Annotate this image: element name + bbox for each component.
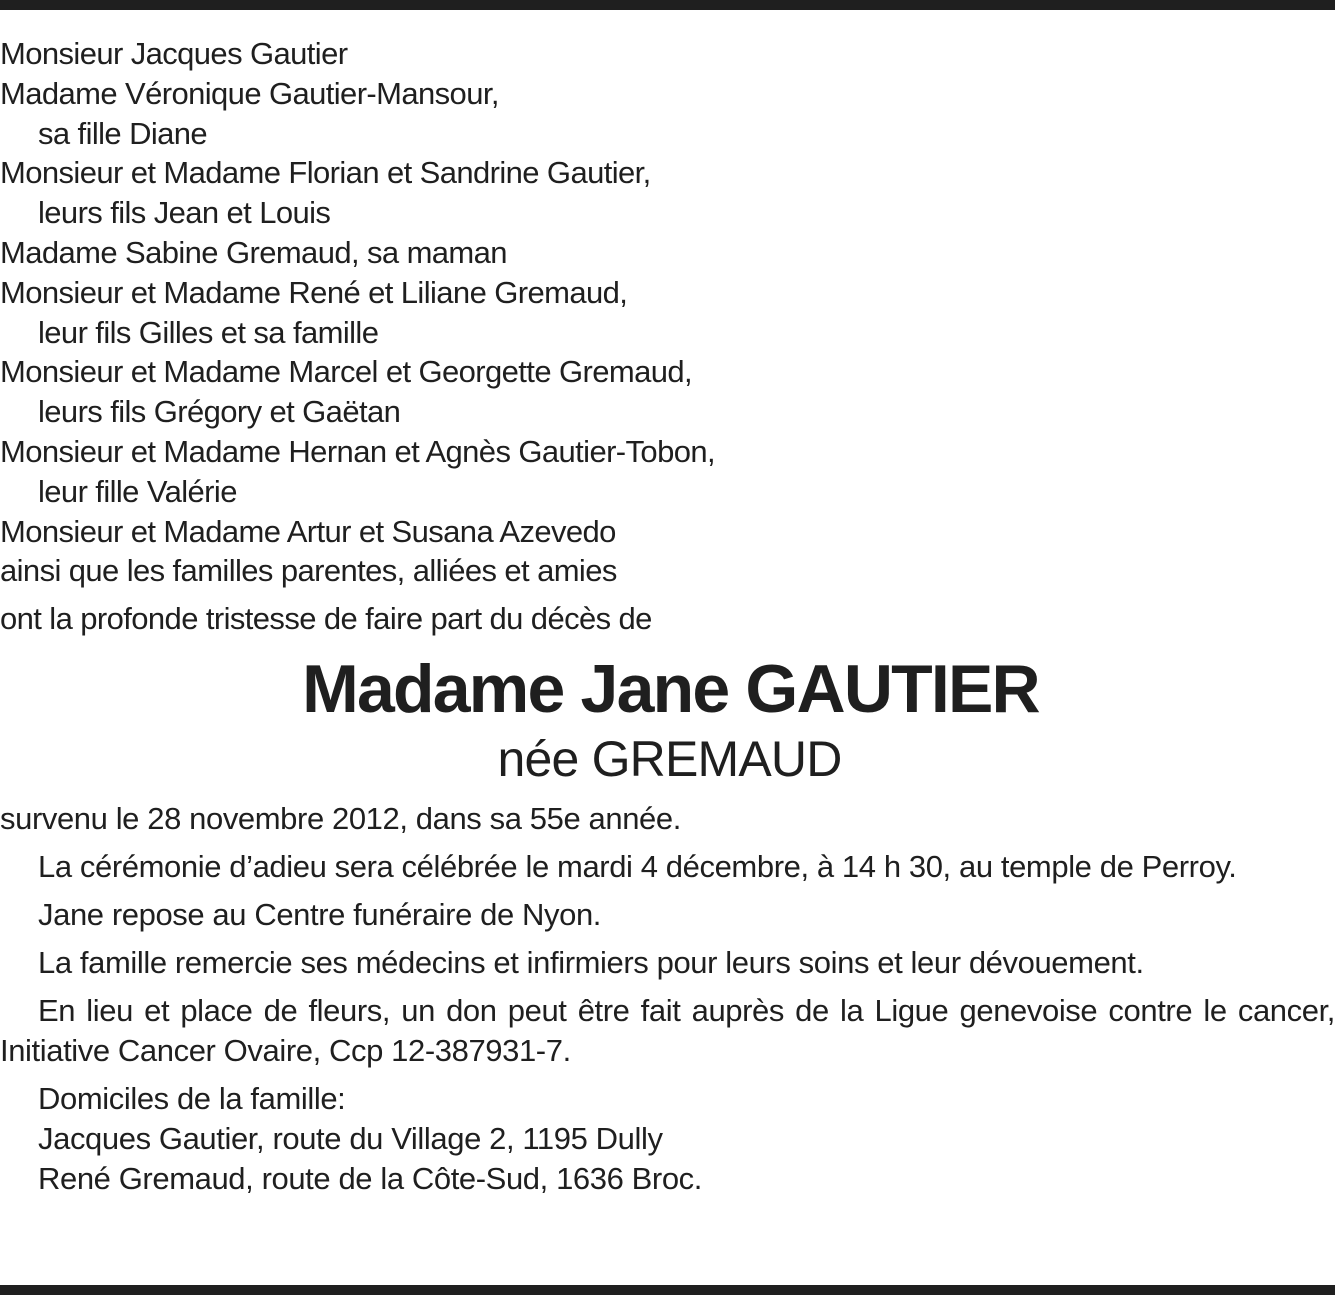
repose-paragraph: Jane repose au Centre funéraire de Nyon. bbox=[38, 897, 602, 933]
family-line: Monsieur et Madame Artur et Susana Azevedo bbox=[0, 513, 616, 549]
family-line: sa fille Diane bbox=[38, 115, 208, 151]
death-info: survenu le 28 novembre 2012, dans sa 55e année. bbox=[0, 801, 681, 837]
domiciles-heading: Domiciles de la famille: bbox=[38, 1081, 346, 1117]
donation-paragraph: En lieu et place de fleurs, un don peut être fait auprès de la Ligue genevoise contre le cancer, Initiative Cancer Ovaire, Ccp 12-387931-7. bbox=[0, 993, 1335, 1069]
family-line: leur fille Valérie bbox=[38, 473, 237, 509]
family-line: ainsi que les familles parentes, alliées et amies bbox=[0, 553, 617, 589]
family-line: leurs fils Grégory et Gaëtan bbox=[38, 394, 401, 430]
bottom-border-rule bbox=[0, 1285, 1335, 1295]
obituary-notice bbox=[0, 34, 1335, 1199]
family-line: leur fils Gilles et sa famille bbox=[38, 314, 379, 350]
top-border-rule bbox=[0, 0, 1335, 10]
family-line: Madame Véronique Gautier-Mansour, bbox=[0, 75, 499, 111]
announcement-text: ont la profonde tristesse de faire part du décès de bbox=[0, 601, 652, 637]
deceased-name: Madame Jane GAUTIER bbox=[302, 651, 1039, 728]
family-line: Monsieur et Madame René et Liliane Gremaud, bbox=[0, 274, 628, 310]
family-line: Monsieur et Madame Marcel et Georgette Gremaud, bbox=[0, 354, 693, 390]
deceased-maiden-name: née GREMAUD bbox=[497, 731, 842, 788]
thanks-paragraph: La famille remercie ses médecins et infirmiers pour leurs soins et leur dévouement. bbox=[38, 945, 1144, 981]
family-line: Monsieur et Madame Hernan et Agnès Gautier-Tobon, bbox=[0, 433, 716, 469]
domicile-address: René Gremaud, route de la Côte-Sud, 1636 Broc. bbox=[38, 1161, 702, 1197]
domicile-address: Jacques Gautier, route du Village 2, 1195 Dully bbox=[38, 1121, 663, 1157]
ceremony-paragraph: La cérémonie d’adieu sera célébrée le mardi 4 décembre, à 14 h 30, au temple de Perroy. bbox=[38, 849, 1237, 885]
family-line: Monsieur et Madame Florian et Sandrine Gautier, bbox=[0, 155, 651, 191]
family-list bbox=[0, 34, 1335, 591]
family-line: Madame Sabine Gremaud, sa maman bbox=[0, 234, 507, 270]
domiciles-block bbox=[0, 1079, 1335, 1199]
family-line: Monsieur Jacques Gautier bbox=[0, 36, 348, 71]
family-line: leurs fils Jean et Louis bbox=[38, 195, 331, 231]
